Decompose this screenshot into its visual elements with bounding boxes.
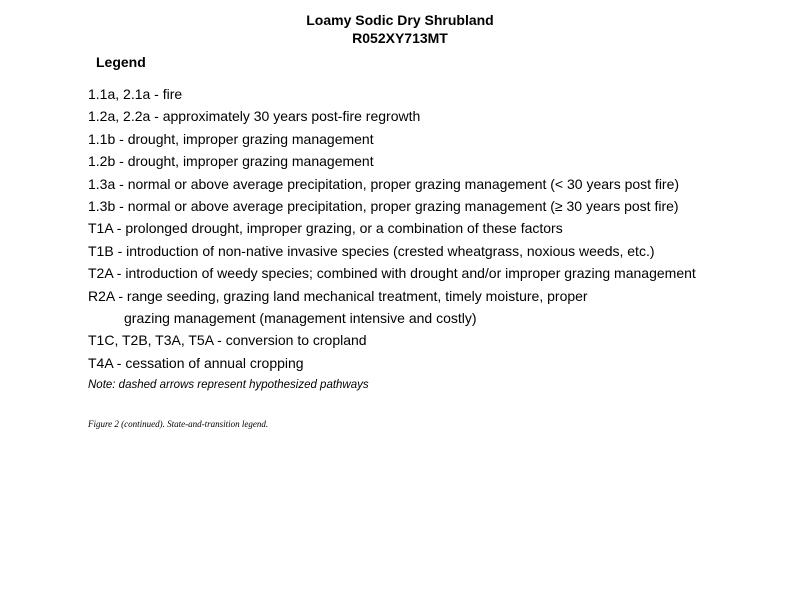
legend-item: 1.2b - drought, improper grazing management xyxy=(88,153,374,170)
legend-item: R2A - range seeding, grazing land mechanical treatment, timely moisture, proper xyxy=(88,287,588,304)
document-title: Loamy Sodic Dry Shrubland xyxy=(306,12,494,28)
legend-item: T1B - introduction of non-native invasive species (crested wheatgrass, noxious weeds, etc.) xyxy=(88,242,655,259)
legend-list xyxy=(88,84,696,375)
pathway-note: Note: dashed arrows represent hypothesized pathways xyxy=(88,379,369,391)
site-id-title: R052XY713MT xyxy=(352,30,448,46)
legend-item: T2A - introduction of weedy species; combined with drought and/or improper grazing management xyxy=(88,265,696,282)
legend-item: 1.1b - drought, improper grazing management xyxy=(88,130,374,147)
legend-item: 1.1a, 2.1a - fire xyxy=(88,86,183,102)
legend-item: 1.3a - normal or above average precipitation, proper grazing management (< 30 years post fire) xyxy=(88,175,680,192)
legend-item: 1.2a, 2.2a - approximately 30 years post-fire regrowth xyxy=(88,108,421,125)
figure-caption: Figure 2 (continued). State-and-transition legend. xyxy=(88,419,269,429)
legend-heading: Legend xyxy=(96,54,146,70)
legend-item: 1.3b - normal or above average precipitation, proper grazing management (≥ 30 years post fire) xyxy=(88,197,679,214)
legend-item-continuation: grazing management (management intensive and costly) xyxy=(124,309,477,326)
legend-item: T1C, T2B, T3A, T5A - conversion to cropland xyxy=(88,332,367,349)
legend-item: T4A - cessation of annual cropping xyxy=(88,354,304,371)
legend-item: T1A - prolonged drought, improper grazing, or a combination of these factors xyxy=(88,220,563,237)
